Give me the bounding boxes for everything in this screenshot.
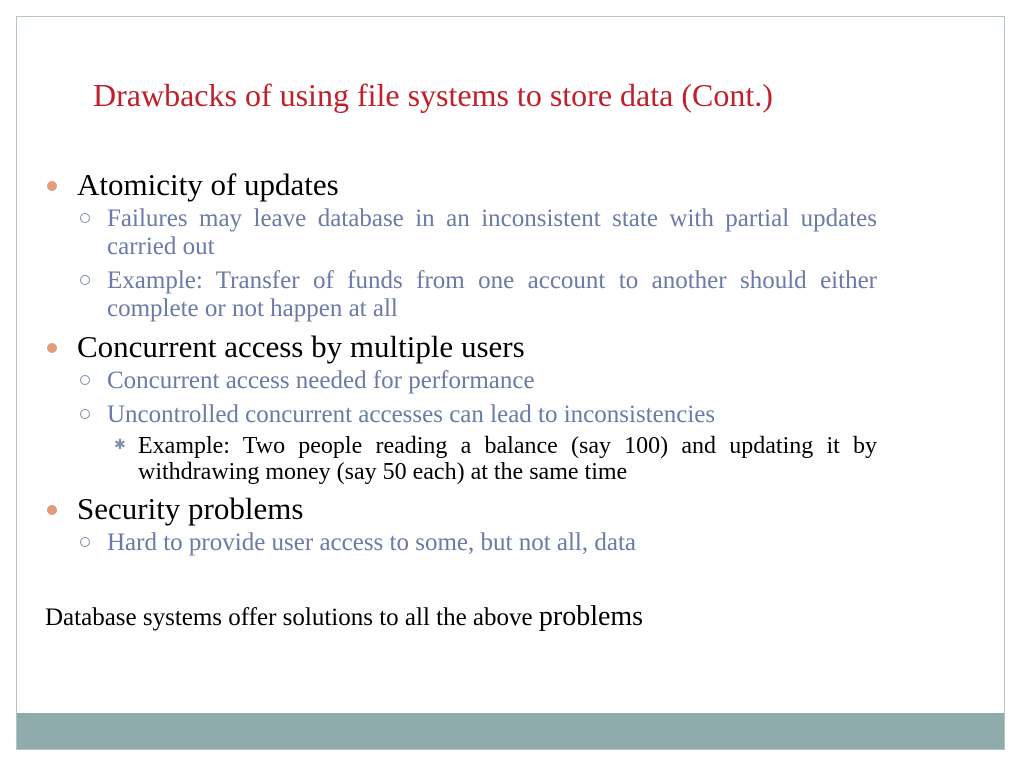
ring-bullet-icon	[80, 409, 90, 419]
bullet-atomicity	[47, 167, 877, 203]
bullet-dot-icon	[47, 181, 57, 191]
sub-bullet-text: Hard to provide user access to some, but not all, data	[107, 529, 637, 556]
bullet-list	[47, 167, 877, 557]
sub-bullet-text: Example: Transfer of funds from one account to another should either complete or not happen at all	[107, 267, 877, 322]
sub-bullet	[47, 205, 877, 261]
closing-text: Database systems offer solutions to all the above	[45, 604, 533, 631]
sub-sub-bullet-text: Example: Two people reading a balance (say 100) and updating it by withdrawing money (say 50 each) at the same time	[138, 433, 877, 485]
star-bullet-icon: ✱	[114, 438, 126, 453]
bullet-heading: Concurrent access by multiple users	[77, 329, 525, 364]
ring-bullet-icon	[80, 537, 90, 547]
sub-bullet	[47, 267, 877, 323]
bullet-concurrent-access	[47, 329, 877, 365]
sub-bullet-text: Uncontrolled concurrent accesses can lead to inconsistencies	[107, 401, 716, 428]
bullet-heading: Atomicity of updates	[77, 167, 339, 202]
bullet-heading: Security problems	[77, 491, 304, 526]
ring-bullet-icon	[80, 375, 90, 385]
sub-bullet	[47, 401, 877, 429]
bullet-dot-icon	[47, 343, 57, 353]
ring-bullet-icon	[80, 213, 90, 223]
slide-title: Drawbacks of using file systems to store data (Cont.)	[93, 77, 773, 113]
sub-bullet	[47, 367, 877, 395]
footer-bar	[17, 713, 1004, 749]
slide	[16, 16, 1005, 750]
ring-bullet-icon	[80, 275, 90, 285]
sub-sub-bullet	[47, 433, 877, 485]
sub-bullet-text: Failures may leave database in an inconsistent state with partial updates carried out	[107, 205, 877, 260]
closing-statement	[45, 601, 643, 633]
closing-emphasis: problems	[538, 601, 644, 632]
bullet-security	[47, 491, 877, 527]
sub-bullet-text: Concurrent access needed for performance	[107, 367, 535, 394]
bullet-dot-icon	[47, 505, 57, 515]
sub-bullet	[47, 529, 877, 557]
